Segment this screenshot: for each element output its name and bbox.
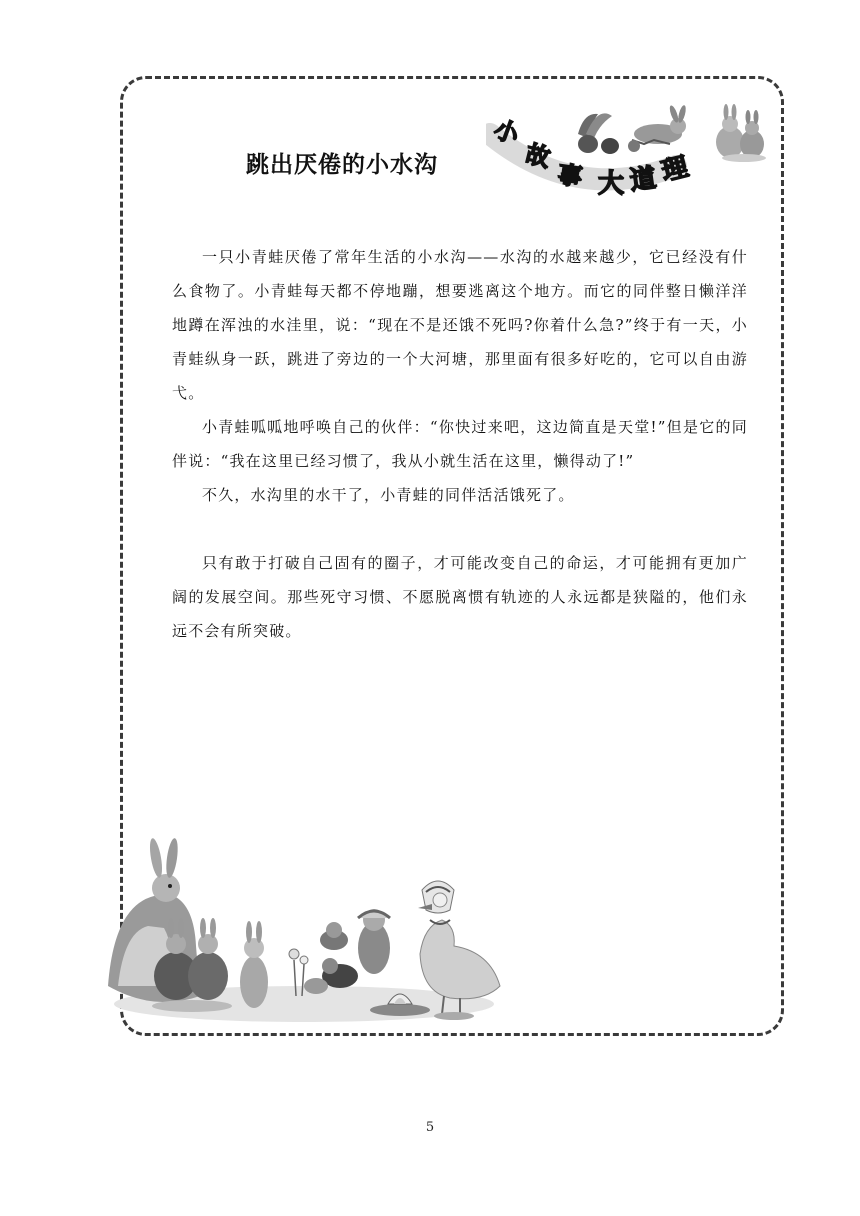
story-title: 跳出厌倦的小水沟 (246, 152, 438, 178)
plant-illustration-icon (578, 113, 619, 154)
story-paragraph: 不久，水沟里的水干了，小青蛙的同伴活活饿死了。 (202, 486, 575, 504)
banner-char: 理 (658, 151, 691, 187)
banner-char: 故 (522, 140, 553, 173)
banner-char: 大 (598, 168, 625, 198)
banner-char: 道 (627, 162, 658, 196)
story-body (172, 240, 748, 648)
bottom-illustration (104, 836, 504, 1026)
standing-rabbit-icon (240, 921, 268, 1008)
rabbit-family-icon (108, 837, 232, 1012)
banner-char: 小 (490, 115, 523, 150)
kitten-icon (304, 909, 390, 994)
banner-char: 事 (556, 161, 584, 192)
rabbit-pair-icon (716, 104, 766, 162)
rabbit-illustration-icon (628, 105, 687, 152)
story-paragraph: 一只小青蛙厌倦了常年生活的小水沟——水沟的水越来越少，它已经没有什么食物了。小青蛙每天都不停地蹦，想要逃离这个地方。而它的同伴整日懒洋洋地蹲在浑浊的水洼里，说：“现在不是还饿不死吗?你着什么急?”终于有一天，小青蛙纵身一跃，跳进了旁边的一个大河塘，那里面有很多好吃的，它可以自由游弋。 (172, 248, 748, 402)
page-number: 5 (425, 1120, 435, 1135)
banner-small-story-big-lesson (486, 104, 768, 204)
story-paragraph: 小青蛙呱呱地呼唤自己的伙伴：“你快过来吧，这边简直是天堂!”但是它的同伴说：“我在这里已经习惯了，我从小就生活在这里，懒得动了!” (172, 418, 748, 470)
moral-paragraph: 只有敢于打破自己固有的圈子，才可能改变自己的命运，才可能拥有更加广阔的发展空间。那些死守习惯、不愿脱离惯有轨迹的人永远都是狭隘的，他们永远不会有所突破。 (172, 554, 748, 640)
